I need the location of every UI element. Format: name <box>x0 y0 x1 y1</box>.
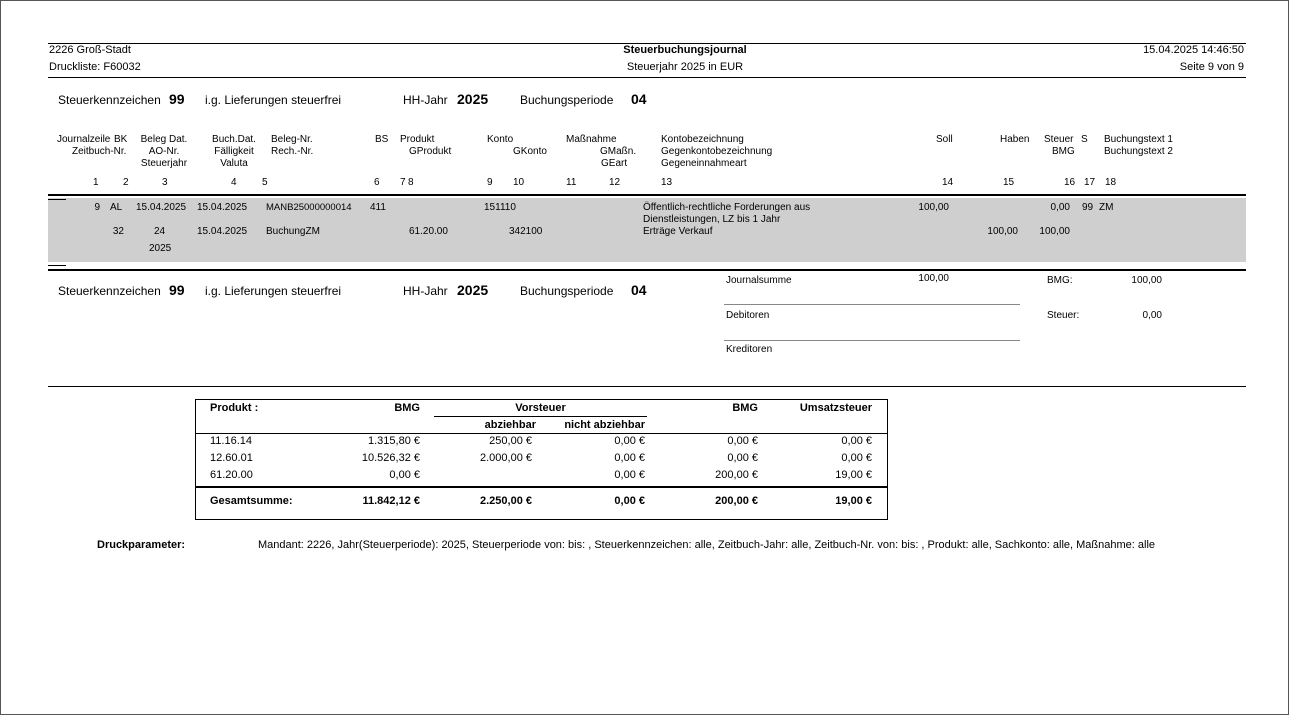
col-ao-nr: AO-Nr. <box>148 146 180 157</box>
table-total-ust: 19,00 € <box>835 495 872 507</box>
header-bottom-rule <box>48 77 1246 78</box>
report-subtitle: Steuerjahr 2025 in EUR <box>626 61 744 73</box>
group-label-footer: Steuerkennzeichen <box>58 284 161 298</box>
entry-gegenkontobez: Erträge Verkauf <box>643 226 713 237</box>
col-s: S <box>1081 134 1088 145</box>
col-beleg-nr: Beleg-Nr. <box>271 134 313 145</box>
col-kontobez: Kontobezeichnung <box>661 134 744 145</box>
col-gmassn: GMaßn. <box>600 146 637 157</box>
entry-buchungstext1: ZM <box>1099 202 1114 213</box>
table-row-produkt: 61.20.00 <box>210 469 253 481</box>
steuer-label: Steuer: <box>1047 310 1080 321</box>
col-number: 12 <box>609 177 621 188</box>
entry-bk: AL <box>110 202 123 213</box>
period-label-footer: Buchungsperiode <box>520 284 614 298</box>
col-gprodukt: GProdukt <box>409 146 452 157</box>
th-nicht-abziehbar: nicht abziehbar <box>564 419 645 431</box>
entry-marker-top <box>48 199 66 200</box>
col-number: 2 <box>123 177 129 188</box>
entry-zeitbuch: 32 <box>112 226 124 237</box>
col-bk: BK <box>114 134 128 145</box>
col-gegeneinnahmeart: Gegeneinnahmeart <box>661 158 747 169</box>
group-code-footer: 99 <box>169 282 185 298</box>
druckparameter-text: Mandant: 2226, Jahr(Steuerperiode): 2025, Steuerperiode von: bis: , Steuerkennzeichen: alle, Zeitbuch-Jahr: alle, Zeitbuch-Nr. von: bis: , Produkt: alle, Sachkonto: alle, Maßnahme: alle <box>258 539 1155 551</box>
col-haben: Haben <box>1000 134 1030 145</box>
col-beleg-dat: Beleg Dat. <box>140 134 188 145</box>
col-number: 1 <box>93 177 99 188</box>
debitoren-label: Debitoren <box>726 310 770 321</box>
table-row-bmg: 10.526,32 € <box>361 452 420 464</box>
bmg-value: 100,00 <box>1131 275 1162 286</box>
col-geart: GEart <box>601 158 628 169</box>
mandant-name: 2226 Groß-Stadt <box>49 44 131 56</box>
th-bmg: BMG <box>394 402 420 414</box>
col-number: 4 <box>231 177 237 188</box>
entry-beleg-dat: 15.04.2025 <box>136 202 187 213</box>
table-row-produkt: 12.60.01 <box>210 452 253 464</box>
col-buch-dat: Buch.Dat. <box>212 134 256 145</box>
col-number: 13 <box>661 177 673 188</box>
entry-ao-nr: 24 <box>154 226 166 237</box>
entry-faelligkeit: 15.04.2025 <box>197 226 248 237</box>
table-row-bmg: 1.315,80 € <box>368 435 420 447</box>
table-row-produkt: 11.16.14 <box>210 435 253 447</box>
group-desc-footer: i.g. Lieferungen steuerfrei <box>205 284 342 298</box>
bmg-label: BMG: <box>1047 275 1073 286</box>
th-bmg2: BMG <box>732 402 758 414</box>
entry-gprodukt: 61.20.00 <box>409 226 448 237</box>
table-row-bmg2: 0,00 € <box>727 435 758 447</box>
columns-bottom-rule <box>48 194 1246 196</box>
col-number: 17 <box>1084 177 1096 188</box>
col-journalzeile: Journalzeile <box>57 134 111 145</box>
period-value: 04 <box>631 91 647 107</box>
col-gkonto: GKonto <box>513 146 547 157</box>
col-number: 18 <box>1105 177 1117 188</box>
print-datetime: 15.04.2025 14:46:50 <box>1143 44 1244 56</box>
col-bs: BS <box>375 134 389 145</box>
entry-kontobez-line1: Öffentlich-rechtliche Forderungen aus <box>643 202 811 213</box>
col-number: 14 <box>942 177 954 188</box>
journalsumme-label: Journalsumme <box>726 275 792 286</box>
kreditoren-label: Kreditoren <box>726 344 773 355</box>
col-number: 5 <box>262 177 268 188</box>
entry-steuerjahr: 2025 <box>149 243 172 254</box>
hh-jahr-label: HH-Jahr <box>403 93 448 107</box>
col-faelligkeit: Fälligkeit <box>214 146 254 157</box>
summary-divider <box>724 340 1020 341</box>
table-total-label: Gesamtsumme: <box>210 495 293 507</box>
druckliste-id: Druckliste: F60032 <box>49 61 141 73</box>
entry-marker-bottom <box>48 265 66 266</box>
col-number: 6 <box>374 177 380 188</box>
col-number: 15 <box>1003 177 1015 188</box>
entry-haben: 100,00 <box>987 226 1018 237</box>
entry-beleg-nr: MANB25000000014 <box>266 202 352 213</box>
table-row-bmg2: 200,00 € <box>715 469 758 481</box>
hh-jahr-value: 2025 <box>457 91 489 107</box>
entry-konto: 151110 <box>484 202 516 213</box>
hh-jahr-label-footer: HH-Jahr <box>403 284 448 298</box>
table-header-rule <box>196 433 887 434</box>
table-total-abziehbar: 2.250,00 € <box>480 495 532 507</box>
th-umsatzsteuer: Umsatzsteuer <box>799 402 872 414</box>
vorsteuer-underline <box>434 416 647 417</box>
col-konto: Konto <box>487 134 514 145</box>
table-row-nicht: 0,00 € <box>614 469 645 481</box>
entry-bmg: 100,00 <box>1039 226 1070 237</box>
entry-buch-dat: 15.04.2025 <box>197 202 248 213</box>
col-number: 8 <box>408 177 414 188</box>
table-row-ust: 0,00 € <box>841 435 872 447</box>
page-number: Seite 9 von 9 <box>1179 61 1244 73</box>
col-buchungstext2: Buchungstext 2 <box>1104 146 1173 157</box>
table-row-nicht: 0,00 € <box>614 435 645 447</box>
table-total-rule <box>196 486 887 488</box>
entry-s: 99 <box>1082 202 1094 213</box>
table-row-abziehbar: 2.000,00 € <box>480 452 532 464</box>
col-produkt: Produkt <box>400 134 435 145</box>
entry-zeile: 9 <box>94 202 100 213</box>
col-steuer: Steuer <box>1044 134 1074 145</box>
summary-divider <box>724 304 1020 305</box>
col-buchungstext1: Buchungstext 1 <box>1104 134 1173 145</box>
table-row-ust: 0,00 € <box>841 452 872 464</box>
col-gegenkontobez: Gegenkontobezeichnung <box>661 146 773 157</box>
entry-bottom-rule <box>48 269 1246 271</box>
table-total-bmg2: 200,00 € <box>715 495 758 507</box>
table-row-nicht: 0,00 € <box>614 452 645 464</box>
col-number: 11 <box>566 177 577 188</box>
group-code: 99 <box>169 91 185 107</box>
entry-kontobez-line2: Dienstleistungen, LZ bis 1 Jahr <box>643 214 781 225</box>
entry-rech-nr: BuchungZM <box>266 226 320 237</box>
col-zeitbuch: Zeitbuch-Nr. <box>72 146 127 157</box>
period-value-footer: 04 <box>631 282 647 298</box>
col-number: 9 <box>487 177 493 188</box>
table-row-ust: 19,00 € <box>835 469 872 481</box>
col-number: 7 <box>400 177 406 188</box>
steuer-value: 0,00 <box>1142 310 1162 321</box>
table-total-bmg: 11.842,12 € <box>362 495 420 507</box>
period-label: Buchungsperiode <box>520 93 614 107</box>
group-desc: i.g. Lieferungen steuerfrei <box>205 93 342 107</box>
col-number: 3 <box>162 177 168 188</box>
druckparameter-label: Druckparameter: <box>97 539 186 551</box>
section-rule <box>48 386 1246 387</box>
report-title: Steuerbuchungsjournal <box>623 44 747 56</box>
table-total-nicht: 0,00 € <box>614 495 645 507</box>
col-soll: Soll <box>936 134 953 145</box>
col-valuta: Valuta <box>220 158 248 169</box>
col-massnahme: Maßnahme <box>566 134 617 145</box>
entry-soll: 100,00 <box>918 202 949 213</box>
col-bmg: BMG <box>1052 146 1075 157</box>
hh-jahr-value-footer: 2025 <box>457 282 489 298</box>
col-rech-nr: Rech.-Nr. <box>271 146 314 157</box>
entry-gkonto: 342100 <box>509 226 543 237</box>
entry-bs: 411 <box>370 202 386 213</box>
col-steuerjahr: Steuerjahr <box>140 158 188 169</box>
group-label: Steuerkennzeichen <box>58 93 161 107</box>
col-number: 10 <box>513 177 525 188</box>
th-produkt: Produkt : <box>210 402 259 414</box>
th-vorsteuer: Vorsteuer <box>515 402 566 414</box>
table-row-abziehbar: 250,00 € <box>489 435 532 447</box>
table-row-bmg2: 0,00 € <box>727 452 758 464</box>
th-abziehbar: abziehbar <box>484 419 536 431</box>
journalsumme-value: 100,00 <box>918 273 949 284</box>
table-row-bmg: 0,00 € <box>389 469 420 481</box>
col-number: 16 <box>1064 177 1076 188</box>
entry-steuer: 0,00 <box>1050 202 1070 213</box>
